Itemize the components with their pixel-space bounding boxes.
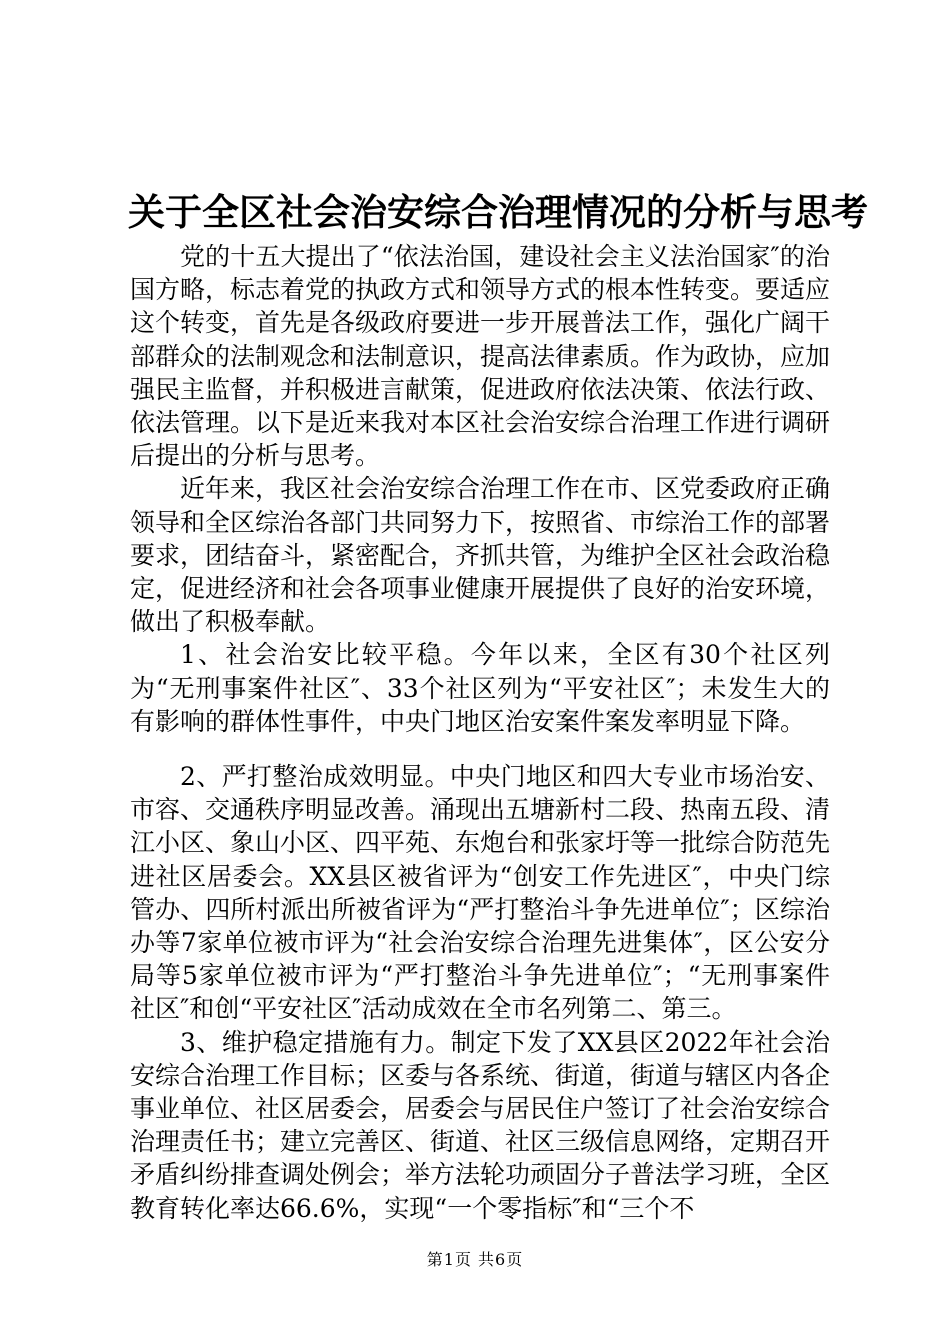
- document-body: [130, 240, 830, 1225]
- paragraph-point-3: 3、维护稳定措施有力。制定下发了XX县区2022年社会治安综合治理工作目标；区委与各系统、街道，街道与辖区内各企事业单位、社区居委会，居委会与居民住户签订了社会治安综合治理责任书；建立完善区、街道、社区三级信息网络，定期召开矛盾纠纷排查调处例会；举方法轮功顽固分子普法学习班，全区教育转化率达66.6%，实现“一个零指标″和“三个不: [130, 1027, 831, 1223]
- paragraph-point-2: 2、严打整治成效明显。中央门地区和四大专业市场治安、市容、交通秩序明显改善。涌现出五塘新村二段、热南五段、清江小区、象山小区、四平苑、东炮台和张家圩等一批综合防范先进社区居委会。XX县区被省评为“创安工作先进区″，中央门综管办、四所村派出所被省评为“严打整治斗争先进单位″；区综治办等7家单位被市评为“社会治安综合治理先进集体″，区公安分局等5家单位被市评为“严打整治斗争先进单位″；“无刑事案件社区″和创“平安社区″活动成效在全市名列第二、第三。: [130, 762, 831, 1024]
- document-title: 关于全区社会治安综合治理情况的分析与思考: [128, 190, 868, 234]
- paragraph-intro: 党的十五大提出了“依法治国，建设社会主义法治国家″的治国方略，标志着党的执政方式和领导方式的根本性转变。要适应这个转变，首先是各级政府要进一步开展普法工作，强化广阔干部群众的法制观念和法制意识，提高法律素质。作为政协，应加强民主监督，并积极进言献策，促进政府依法决策、依法行政、依法管理。以下是近来我对本区社会治安综合治理工作进行调研后提出的分析与思考。: [130, 242, 831, 471]
- paragraph-overview: 近年来，我区社会治安综合治理工作在市、区党委政府正确领导和全区综治各部门共同努力下，按照省、市综治工作的部署要求，团结奋斗，紧密配合，齐抓共管，为维护全区社会政治稳定，促进经济和社会各项事业健康开展提供了良好的治安环境，做出了积极奉献。: [130, 474, 831, 637]
- paragraph-point-1: 1、社会治安比较平稳。今年以来，全区有30个社区列为“无刑事案件社区″、33个社区列为“平安社区″；未发生大的有影响的群体性事件，中央门地区治安案件案发率明显下降。: [130, 640, 830, 736]
- page-number: 第1页 共6页: [426, 1250, 524, 1269]
